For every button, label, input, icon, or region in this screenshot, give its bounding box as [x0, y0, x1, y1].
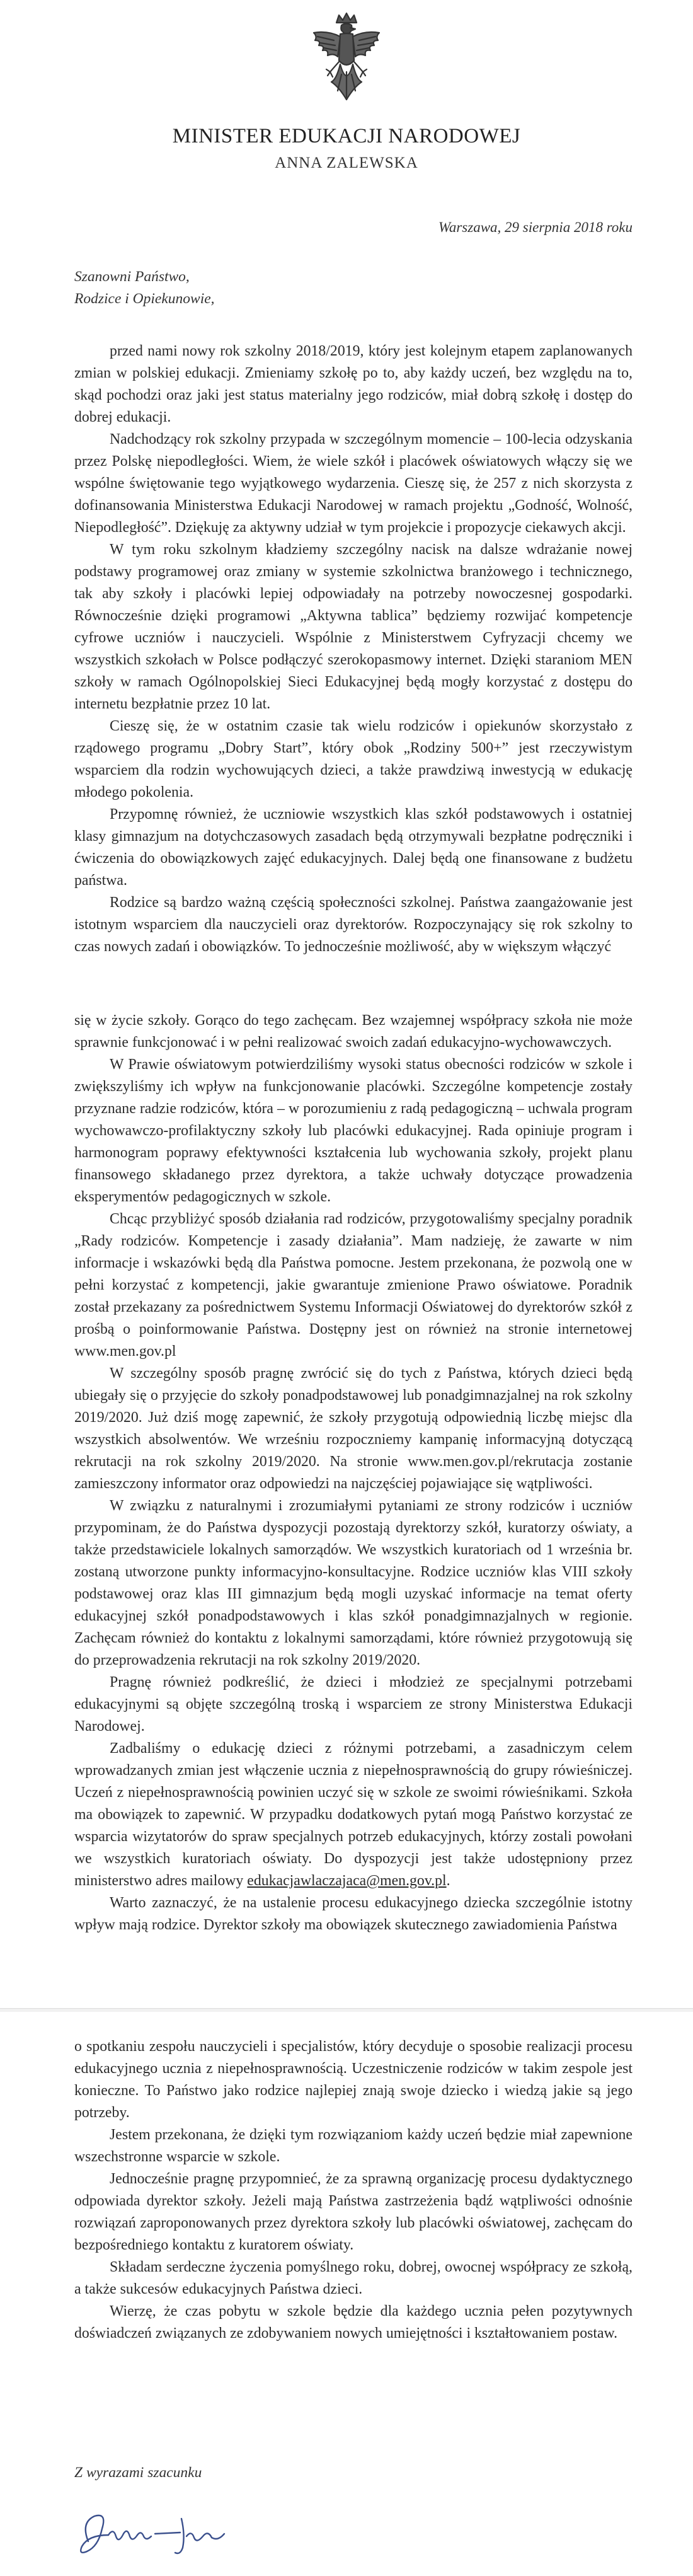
letter-page-2 [0, 982, 693, 2012]
paragraph: Warto zaznaczyć, że na ustalenie procesu edukacyjnego dziecka szczególnie istotny wpływ mają rodzice. Dyrektor szkoły ma obowiązek skutecznego zawiadomienia Państwa [74, 1895, 633, 1933]
letter-body-page-1 [74, 340, 633, 958]
paragraph: Chcąc przybliżyć sposób działania rad rodziców, przygotowaliśmy specjalny poradnik „Rady rodziców. Kompetencje i zasady działania”. Mam nadzieję, że zawarte w nim informacje i wskazówki będą dla Państwa pomocne. Jestem przekonana, że pozwolą one w pełni korzystać z kompetencji, jakie gwarantuje zmienione Prawo oświatowe. Poradnik został przekazany za pośrednictwem Systemu Informacji Oświatowej do dyrektorów szkół z prośbą o poinformowanie Państwa. Dostępny jest on również na stronie internetowej www.men.gov.pl [74, 1211, 633, 1360]
closing: Z wyrazami szacunku [74, 2464, 202, 2481]
letter-page-3 [0, 2012, 693, 2576]
paragraph: Rodzice są bardzo ważną częścią społeczności szkolnej. Państwa zaangażowanie jest istotnym wsparciem dla nauczycieli oraz dyrektorów. Rozpoczynający się rok szkolny to czas nowych zadań i obowiązków. To jednocześnie możliwość, aby w większym włączyć [74, 894, 633, 955]
paragraph: przed nami nowy rok szkolny 2018/2019, który jest kolejnym etapem zaplanowanych zmian w polskiej edukacji. Zmieniamy szkołę po to, aby każdy uczeń, bez względu na to, skąd pochodzi oraz jaki jest status materialny jego rodziców, miał dobrą szkołę i dostęp do dobrej edukacji. [74, 343, 633, 425]
salutation-line-2: Rodzice i Opiekunowie, [74, 291, 215, 307]
letter-page-1 [0, 0, 693, 982]
paragraph-continuation: się w życie szkoły. Gorąco do tego zachęcam. Bez wzajemnej współpracy szkoła nie może sprawnie funkcjonować i w pełni realizować swoich zadań edukacyjno-wychowawczych. [74, 1012, 633, 1051]
salutation-line-1: Szanowni Państwo, [74, 269, 190, 285]
paragraph: Wierzę, że czas pobytu w szkole będzie dla każdego ucznia pełen pozytywnych doświadczeń związanych ze zdobywaniem nowych umiejętności i kształtowaniem postaw. [74, 2303, 633, 2342]
paragraph: Jestem przekonana, że dzięki tym rozwiązaniom każdy uczeń będzie miał zapewnione wszechstronne wsparcie w szkole. [74, 2127, 633, 2165]
paragraph-with-email [74, 1738, 633, 1892]
paragraph: Jednocześnie pragnę przypomnieć, że za sprawną organizację procesu dydaktycznego odpowiada dyrektor szkoły. Jeżeli mają Państwa zastrzeżenia bądź wątpliwości odnośnie rozwiązań zaproponowanych przez dyrektora szkoły lub placówki oświatowej, zachęcam do bezpośredniego kontaktu z kuratorem oświaty. [74, 2171, 633, 2253]
paragraph: W szczególny sposób pragnę zwrócić się do tych z Państwa, których dzieci będą ubiegały się o przyjęcie do szkoły ponadpodstawowej lub ponadgimnazjalnej na rok szkolny 2019/2020. Już dziś mogę zapewnić, że szkoły przygotują odpowiednią liczbę miejsc dla wszystkich absolwentów. We wrześniu rozpoczniemy kampanię informacyjną dotyczącą rekrutacji na rok szkolny 2019/2020. Na stronie www.men.gov.pl/rekrutacja zostanie zamieszczony informator oraz odpowiedzi na najczęściej pojawiające się wątpliwości. [74, 1365, 633, 1492]
paragraph: Składam serdeczne życzenia pomyślnego roku, dobrej, owocnej współpracy ze szkołą, a także sukcesów edukacyjnych Państwa dzieci. [74, 2259, 633, 2297]
paragraph: W tym roku szkolnym kładziemy szczególny nacisk na dalsze wdrażanie nowej podstawy programowej oraz zmiany w systemie szkolnictwa branżowego i technicznego, tak aby szkoły i placówki lepiej odpowiadały na potrzeby nowoczesnej gospodarki. Równocześnie dzięki programowi „Aktywna tablica” będziemy rozwijać kompetencje cyfrowe uczniów i nauczycieli. Wspólnie z Ministerstwem Cyfryzacji chcemy we wszystkich szkołach w Polsce podłączyć szerokopasmowy internet. Dzięki staraniom MEN szkoły w ramach Ogólnopolskiej Sieci Edukacyjnej będą mogły korzystać z dostępu do internetu bezpłatnie przez 10 lat. [74, 541, 633, 712]
salutation [74, 266, 215, 310]
minister-title: MINISTER EDUKACJI NARODOWEJ [172, 125, 521, 147]
letter-body-page-2 [74, 1010, 633, 1936]
paragraph: Przypomnę również, że uczniowie wszystkich klas szkół podstawowych i ostatniej klasy gimnazjum na dotychczasowych zasadach będą otrzymywali bezpłatne podręczniki i ćwiczenia do obowiązkowych zajęć edukacyjnych. Dalej będą one finansowane z budżetu państwa. [74, 806, 633, 889]
paragraph: Pragnę również podkreślić, że dzieci i młodzież ze specjalnymi potrzebami edukacyjnymi są objęte szczególną troską i wsparciem ze strony Ministerstwa Edukacji Narodowej. [74, 1674, 633, 1735]
polish-eagle-emblem-icon [309, 11, 384, 103]
email-tail: . [446, 1873, 450, 1889]
date-place: Warszawa, 29 sierpnia 2018 roku [438, 219, 633, 235]
minister-name: ANNA ZALEWSKA [275, 154, 418, 171]
email-link[interactable]: edukacjawlaczajaca@men.gov.pl [247, 1873, 447, 1889]
paragraph-continuation: o spotkaniu zespołu nauczycieli i specjalistów, który decyduje o sposobie realizacji procesu edukacyjnego ucznia z niepełnosprawnością. Uczestniczenie rodziców w takim zespole jest konieczne. To Państwo jako rodzice najlepiej znają swoje dziecko i wiedzą jakie są jego potrzeby. [74, 2038, 633, 2121]
paragraph: W związku z naturalnymi i zrozumiałymi pytaniami ze strony rodziców i uczniów przypominam, że do Państwa dyspozycji pozostają dyrektorzy szkół, kuratorzy oświaty, a także przedstawiciele lokalnych samorządów. We wszystkich kuratoriach od 1 września br. zostaną utworzone punkty informacyjno-konsultacyjne. Rodzice uczniów klas VIII szkoły podstawowej oraz klas III gimnazjum będą mogli uzyskać informacje na temat oferty edukacyjnej szkół ponadpodstawowych i klas szkół ponadgimnazjalnych w regionie. Zachęcam również do kontaktu z lokalnymi samorządami, które również przygotowują się do przeprowadzenia rekrutacji na rok szkolny 2019/2020. [74, 1498, 633, 1668]
paragraph: W Prawie oświatowym potwierdziliśmy wysoki status obecności rodziców w szkole i zwiększyliśmy ich wpływ na funkcjonowanie placówki. Szczególne kompetencje zostały przyznane radzie rodziców, która – w porozumieniu z radą pedagogiczną – uchwala program wychowawczo-profilaktyczny szkoły lub placówki edukacyjnej. Rada opiniuje program i harmonogram poprawy efektywności kształcenia lub wychowania szkoły, projekt planu finansowego składanego przez dyrektora, a także uchwały dotyczące prowadzenia eksperymentów pedagogicznych w szkole. [74, 1056, 633, 1205]
paragraph: Nadchodzący rok szkolny przypada w szczególnym momencie – 100-lecia odzyskania przez Polskę niepodległości. Wiem, że wiele szkół i placówek oświatowych włączy się we wspólne świętowanie tego wyjątkowego wydarzenia. Cieszę się, że 257 z nich skorzysta z dofinansowania Ministerstwa Edukacji Narodowej w ramach projektu „Godność, Wolność, Niepodległość”. Dziękuję za aktywny udział w tym projekcie i propozycje ciekawych akcji. [74, 431, 633, 536]
paragraph: Cieszę się, że w ostatnim czasie tak wielu rodziców i opiekunów skorzystało z rządowego programu „Dobry Start”, który obok „Rodziny 500+” jest rzeczywistym wsparciem dla rodzin wychowujących dzieci, a także prawdziwą inwestycją w edukację młodego pokolenia. [74, 718, 633, 800]
letter-body-page-3 [74, 2036, 633, 2345]
paragraph-text: Zadbaliśmy o edukację dzieci z różnymi potrzebami, a zasadniczym celem wprowadzanych zmian jest włączenie ucznia z niepełnosprawnością do grupy rówieśniczej. Uczeń z niepełnosprawnością powinien uczyć się w szkole ze swoimi rówieśnikami. Szkoła ma obowiązek to zapewnić. W przypadku dodatkowych pytań mogą Państwo korzystać ze wsparcia wizytatorów do spraw specjalnych potrzeb edukacyjnych, którzy zostali powołani we wszystkich kuratoriach oświaty. Do dyspozycji jest także udostępniony przez ministerstwo adres mailowy [74, 1740, 633, 1889]
handwritten-signature-icon [69, 2497, 233, 2567]
